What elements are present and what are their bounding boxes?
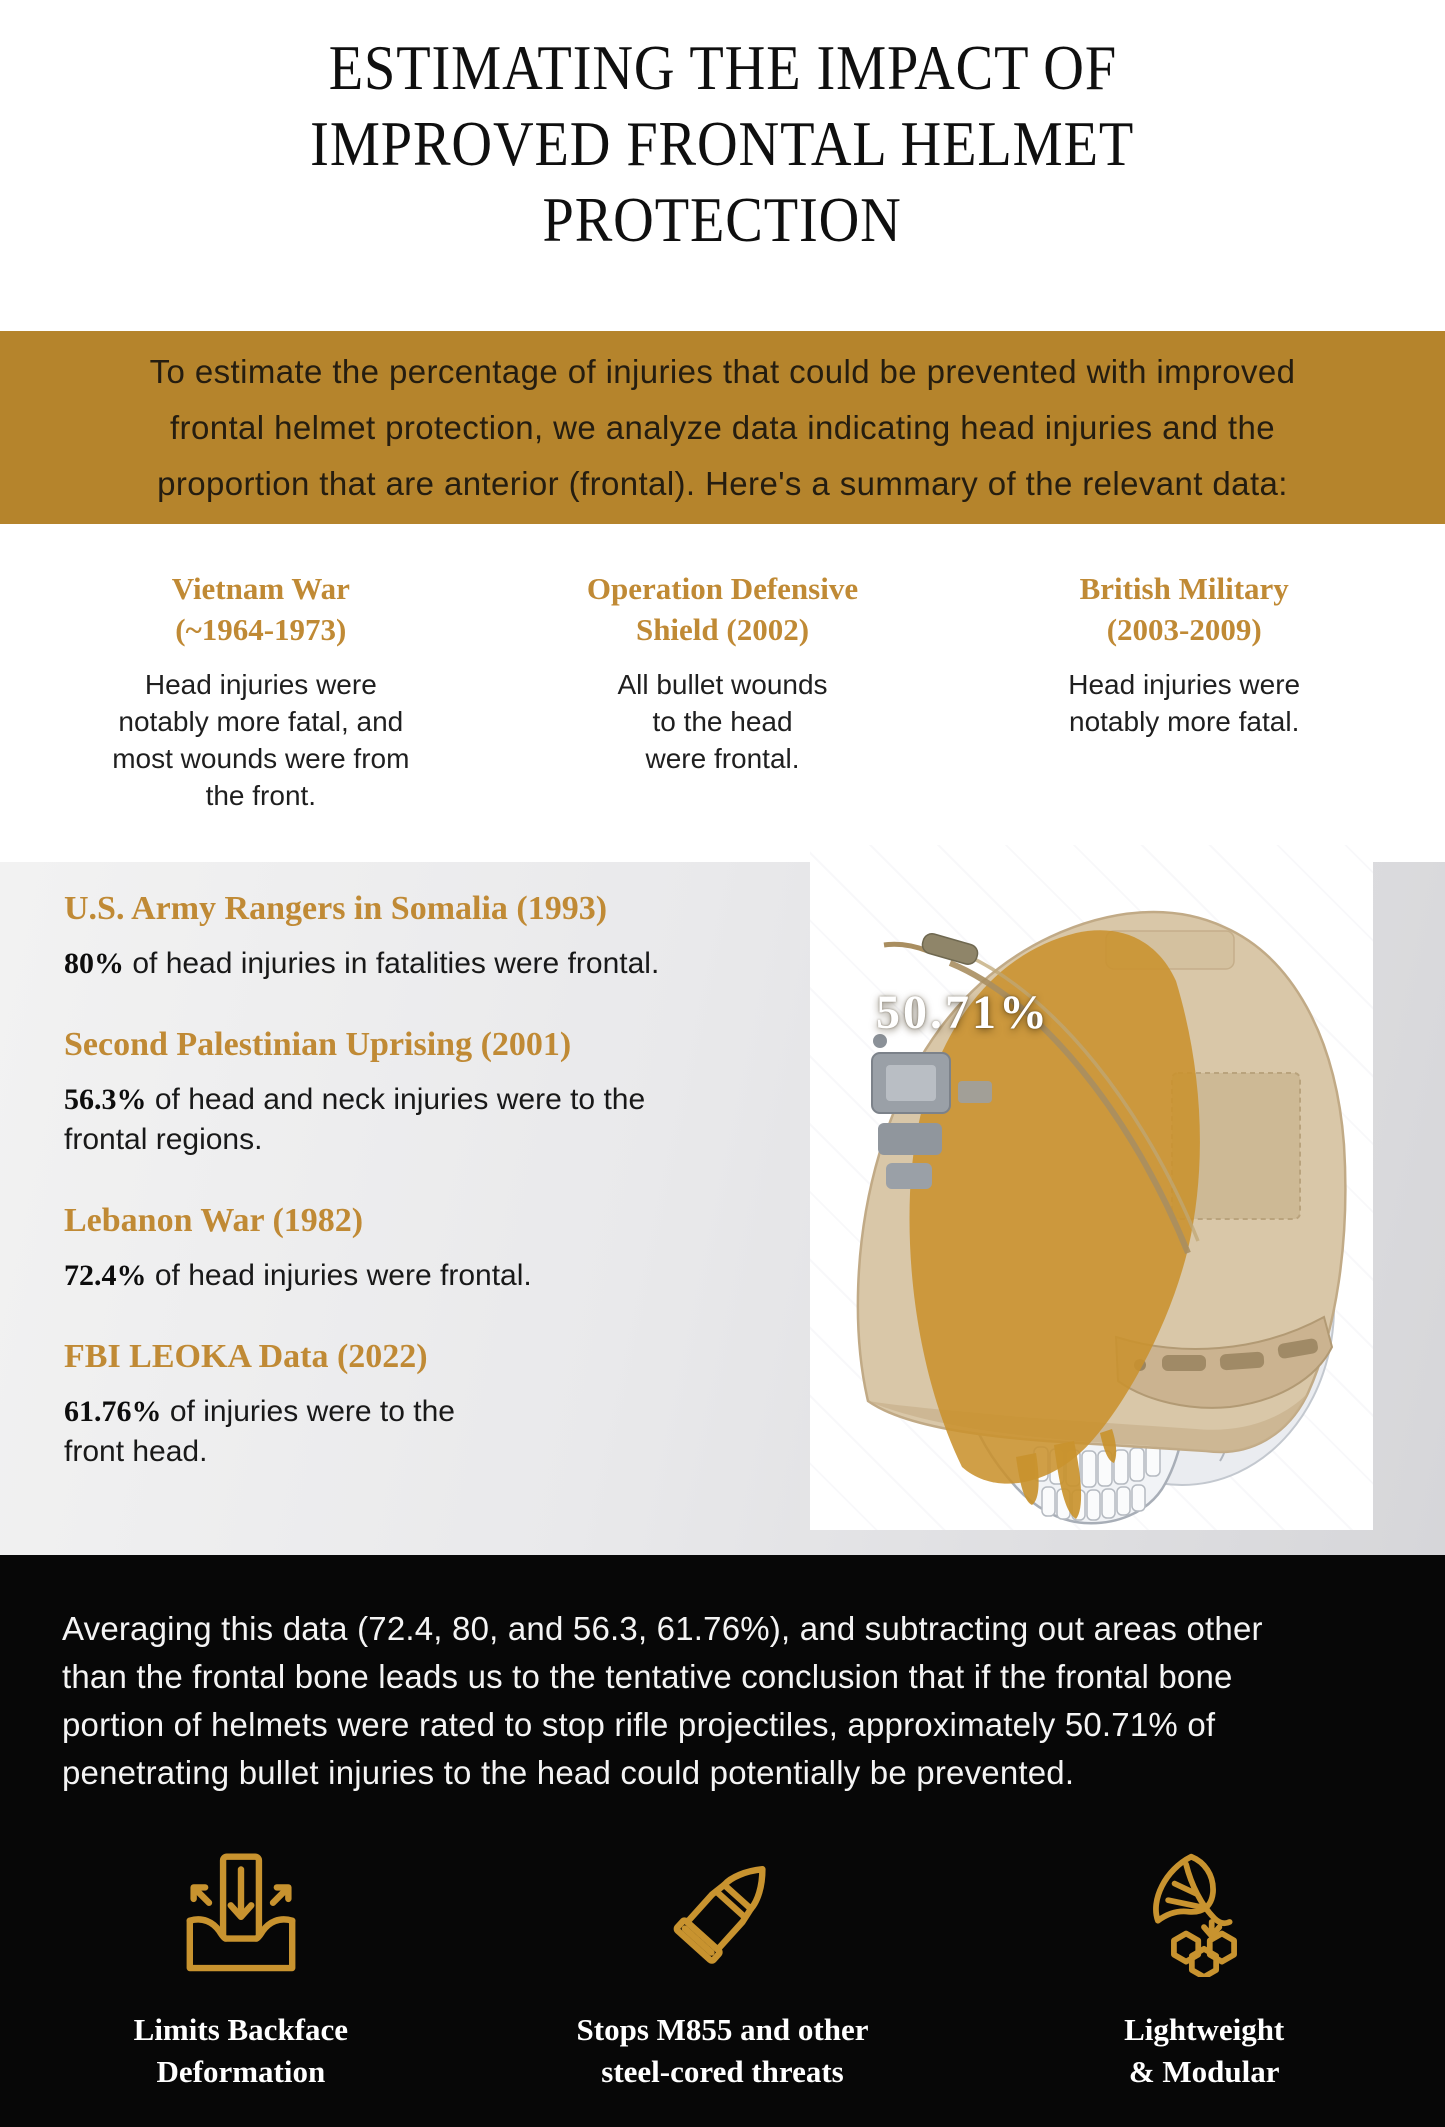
feature-label-line: Deformation [156,2054,326,2089]
summary-body-line: notably more fatal. [1069,706,1300,737]
intro-text-line: frontal helmet protection, we analyze data indicating head injuries and the [169,408,1275,446]
summary-heading [518,568,928,650]
feature-label [1124,2009,1284,2093]
summary-body-line: notably more fatal, and [118,706,404,737]
stat-body [64,1080,796,1160]
stat-text: of head and neck injuries were to the [146,1083,646,1116]
feature-label-line: Limits Backface [133,2012,349,2047]
stat-item-palestinian-uprising [64,1024,796,1160]
data-section [0,862,1445,1555]
summary-column-operation-defensive-shield [492,568,954,862]
skull-helmet-figure [810,845,1373,1530]
backface-deformation-icon [177,1849,305,1977]
conclusion-paragraph [62,1605,1383,1797]
stat-heading: Lebanon War (1982) [64,1202,364,1239]
intro-banner [0,331,1445,524]
intro-text-line: To estimate the percentage of injuries that could be prevented with improved [149,352,1296,390]
summary-body-line: Head injuries were [1068,669,1301,700]
stat-text: of injuries were to the [161,1395,455,1428]
summary-column-british-military [953,568,1415,862]
skull-helmet-illustration [810,845,1373,1530]
stat-text: of head injuries in fatalities were frontal. [124,947,660,980]
feature-backface-deformation [0,1849,482,2093]
page-title-line: PROTECTION [542,184,903,255]
conclusion-line: Averaging this data (72.4, 80, and 56.3, 61.76%), and subtracting out areas other [62,1610,1263,1647]
feature-lightweight-modular [963,1849,1445,2093]
title-section [0,0,1445,331]
stat-item-lebanon-war [64,1200,796,1296]
summary-heading [979,568,1389,650]
stat-item-fbi-leoka [64,1336,796,1472]
feather-honeycomb-icon [1140,1849,1268,1977]
summary-body-line: the front. [205,780,317,811]
summary-columns [0,524,1445,862]
summary-body-line: were frontal. [645,743,800,774]
stat-heading: Second Palestinian Uprising (2001) [64,1026,572,1063]
stat-body [64,1392,796,1472]
conclusion-line: than the frontal bone leads us to the tentative conclusion that if the frontal bone [62,1658,1233,1695]
feature-label-line: Stops M855 and other [576,2012,869,2047]
stat-text: frontal regions. [64,1123,263,1156]
stat-value: 80% [64,947,124,980]
summary-body-line: All bullet wounds [617,669,828,700]
stat-text: front head. [64,1435,208,1468]
feature-label-line: Lightweight [1124,2012,1285,2047]
stat-value: 61.76% [64,1395,162,1428]
stat-heading: FBI LEOKA Data (2022) [64,1338,428,1375]
summary-heading-line: British Military [1079,571,1289,606]
summary-body [979,666,1389,740]
page-title-line: IMPROVED FRONTAL HELMET [310,108,1135,179]
frontal-percentage-label: 50.71% [876,986,1050,1039]
stat-item-somalia [64,888,796,984]
feature-row [0,1849,1445,2093]
summary-heading-line: Vietnam War [171,571,350,606]
feature-stops-m855 [482,1849,964,2093]
summary-column-vietnam-war [30,568,492,862]
summary-heading-line: (~1964-1973) [175,612,347,647]
summary-body-line: most wounds were from [112,743,410,774]
stat-body [64,944,796,984]
summary-body-line: Head injuries were [144,669,377,700]
page-title-line: ESTIMATING THE IMPACT OF [328,32,1117,103]
summary-heading-line: Shield (2002) [635,612,810,647]
feature-label [577,2009,869,2093]
feature-label-line: steel-cored threats [601,2054,844,2089]
summary-body [56,666,466,814]
conclusion-section [0,1555,1445,2127]
feature-label [134,2009,348,2093]
summary-heading-line: (2003-2009) [1106,612,1262,647]
stat-value: 72.4% [64,1259,147,1292]
feature-label-line: & Modular [1128,2054,1280,2089]
summary-heading [56,568,466,650]
stat-body [64,1256,796,1296]
stat-value: 56.3% [64,1083,147,1116]
conclusion-line: penetrating bullet injuries to the head could potentially be prevented. [62,1754,1075,1791]
stat-list [64,888,796,1512]
stat-heading: U.S. Army Rangers in Somalia (1993) [64,890,608,927]
stat-text: of head injuries were frontal. [146,1259,532,1292]
summary-body [518,666,928,777]
summary-heading-line: Operation Defensive [586,571,859,606]
intro-text-line: proportion that are anterior (frontal). Here's a summary of the relevant data: [157,464,1288,502]
bullet-icon [659,1849,787,1977]
conclusion-line: portion of helmets were rated to stop rifle projectiles, approximately 50.71% of [62,1706,1216,1743]
summary-body-line: to the head [652,706,793,737]
